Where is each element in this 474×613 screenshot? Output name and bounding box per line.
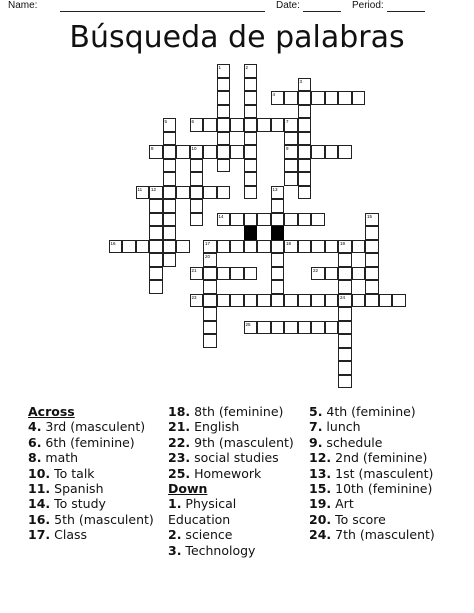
grid-cell[interactable] bbox=[298, 321, 312, 335]
clue-item-number: 12. bbox=[309, 450, 332, 466]
clue-item bbox=[168, 404, 294, 419]
grid-cell[interactable] bbox=[230, 145, 244, 159]
grid-cell[interactable] bbox=[352, 240, 366, 254]
clue-number: 3 bbox=[299, 78, 303, 84]
grid-cell[interactable] bbox=[203, 307, 217, 321]
grid-cell[interactable] bbox=[190, 267, 204, 281]
clues-column-1 bbox=[28, 404, 154, 543]
clue-number: 5 bbox=[164, 119, 168, 124]
clue-item bbox=[28, 466, 154, 481]
clue-item-number: 5. bbox=[309, 404, 323, 419]
grid-cell[interactable] bbox=[352, 267, 366, 281]
black-square bbox=[244, 226, 258, 240]
grid-cell[interactable] bbox=[338, 334, 352, 348]
grid-cell[interactable] bbox=[217, 294, 231, 308]
grid-cell[interactable] bbox=[244, 172, 258, 186]
clue-item-text: 3rd (masculent) bbox=[41, 419, 146, 435]
clue-item-number: 4. bbox=[28, 419, 42, 435]
clue-item-number: 22. bbox=[168, 434, 191, 450]
grid-cell[interactable] bbox=[257, 321, 271, 335]
clue-item-number: 1. bbox=[168, 496, 182, 512]
grid-cell[interactable] bbox=[325, 321, 339, 335]
grid-cell[interactable] bbox=[284, 240, 298, 254]
grid-cell[interactable] bbox=[244, 267, 258, 281]
clue-number: 4 bbox=[272, 92, 276, 97]
grid-cell[interactable] bbox=[217, 240, 231, 254]
clue-section-heading: Down bbox=[168, 481, 208, 497]
clue-number: 12 bbox=[151, 186, 157, 192]
grid-cell[interactable] bbox=[257, 213, 271, 227]
grid-cell[interactable] bbox=[217, 159, 231, 173]
grid-cell[interactable] bbox=[271, 294, 285, 308]
grid-cell[interactable] bbox=[271, 213, 285, 227]
clue-number: 6 bbox=[191, 119, 195, 124]
grid-cell[interactable] bbox=[325, 267, 339, 281]
clue-item bbox=[309, 512, 435, 527]
clue-item bbox=[309, 450, 435, 465]
grid-cell[interactable] bbox=[365, 267, 379, 281]
grid-cell[interactable] bbox=[244, 132, 258, 146]
grid-cell[interactable] bbox=[338, 348, 352, 362]
grid-cell[interactable] bbox=[217, 186, 231, 200]
clue-number: 25 bbox=[245, 321, 251, 327]
grid-cell[interactable] bbox=[298, 118, 312, 132]
clue-item bbox=[28, 419, 154, 434]
clue-number: 24 bbox=[340, 294, 346, 300]
grid-cell[interactable] bbox=[311, 294, 325, 308]
clue-number: 7 bbox=[286, 119, 289, 124]
clue-item bbox=[309, 496, 435, 511]
clue-item bbox=[28, 481, 154, 496]
period-label: Period: bbox=[352, 0, 384, 11]
clue-number: 14 bbox=[218, 213, 224, 219]
grid-cell[interactable] bbox=[217, 78, 231, 92]
grid-cell[interactable] bbox=[311, 240, 325, 254]
clue-item-number: 18. bbox=[168, 404, 191, 419]
clue-item-number: 15. bbox=[309, 481, 332, 497]
clue-item-number: 8. bbox=[28, 450, 42, 466]
clue-item bbox=[309, 404, 435, 419]
grid-cell[interactable] bbox=[338, 307, 352, 321]
grid-cell[interactable] bbox=[298, 78, 312, 92]
grid-cell[interactable] bbox=[163, 253, 177, 267]
name-label: Name: bbox=[8, 0, 38, 11]
grid-cell[interactable] bbox=[190, 118, 204, 132]
clue-item-text: 7th (masculent) bbox=[331, 527, 435, 543]
grid-cell[interactable] bbox=[244, 118, 258, 132]
grid-cell[interactable] bbox=[338, 253, 352, 267]
grid-cell[interactable] bbox=[298, 105, 312, 119]
grid-cell[interactable] bbox=[365, 280, 379, 294]
grid-cell[interactable] bbox=[284, 159, 298, 173]
grid-cell[interactable] bbox=[284, 172, 298, 186]
clue-item bbox=[28, 527, 154, 542]
grid-cell[interactable] bbox=[176, 186, 190, 200]
grid-cell[interactable] bbox=[190, 145, 204, 159]
clue-number: 13 bbox=[272, 186, 278, 192]
clue-item-text: Class bbox=[50, 527, 88, 543]
clue-item-text: Technology bbox=[181, 542, 256, 558]
clue-item-text: Art bbox=[331, 496, 354, 512]
grid-cell[interactable] bbox=[244, 91, 258, 105]
clue-item bbox=[309, 527, 435, 542]
grid-cell[interactable] bbox=[365, 294, 379, 308]
grid-cell[interactable] bbox=[163, 145, 177, 159]
clue-number: 15 bbox=[367, 213, 373, 219]
grid-cell[interactable] bbox=[379, 294, 393, 308]
grid-cell[interactable] bbox=[244, 159, 258, 173]
grid-cell[interactable] bbox=[325, 240, 339, 254]
grid-cell[interactable] bbox=[176, 240, 190, 254]
clue-section-heading: Across bbox=[28, 404, 75, 419]
clue-item bbox=[309, 466, 435, 481]
grid-cell[interactable] bbox=[365, 226, 379, 240]
clue-item bbox=[28, 450, 154, 465]
grid-cell[interactable] bbox=[338, 267, 352, 281]
clue-item-number: 16. bbox=[28, 511, 51, 527]
clue-item-number: 23. bbox=[168, 450, 191, 466]
grid-cell[interactable] bbox=[217, 132, 231, 146]
grid-cell[interactable] bbox=[149, 213, 163, 227]
clue-item bbox=[168, 496, 294, 511]
clue-item bbox=[28, 496, 154, 511]
clue-number: 17 bbox=[205, 240, 211, 246]
grid-cell[interactable] bbox=[338, 145, 352, 159]
grid-cell[interactable] bbox=[203, 253, 217, 267]
grid-cell[interactable] bbox=[203, 294, 217, 308]
grid-cell[interactable] bbox=[298, 240, 312, 254]
grid-cell[interactable] bbox=[244, 240, 258, 254]
grid-cell[interactable] bbox=[271, 186, 285, 200]
clue-number: 20 bbox=[205, 254, 211, 259]
grid-cell[interactable] bbox=[163, 226, 177, 240]
grid-cell[interactable] bbox=[203, 280, 217, 294]
clue-item bbox=[28, 512, 154, 527]
grid-cell[interactable] bbox=[230, 267, 244, 281]
grid-cell[interactable] bbox=[338, 294, 352, 308]
clue-item bbox=[309, 435, 435, 450]
grid-cell[interactable] bbox=[136, 186, 150, 200]
clue-item-number: 3. bbox=[168, 542, 182, 558]
grid-cell[interactable] bbox=[163, 132, 177, 146]
clue-item bbox=[309, 419, 435, 434]
clue-number: 16 bbox=[110, 240, 116, 246]
clue-number: 23 bbox=[191, 294, 197, 300]
clue-number: 8 bbox=[151, 146, 154, 151]
grid-cell[interactable] bbox=[338, 91, 352, 105]
grid-cell[interactable] bbox=[163, 213, 177, 227]
grid-cell[interactable] bbox=[338, 375, 352, 389]
grid-cell[interactable] bbox=[325, 91, 339, 105]
clue-number: 9 bbox=[286, 146, 289, 151]
grid-cell[interactable] bbox=[244, 213, 258, 227]
clue-item-number: 24. bbox=[309, 527, 332, 543]
grid-cell[interactable] bbox=[271, 240, 285, 254]
grid-cell[interactable] bbox=[257, 240, 271, 254]
grid-cell[interactable] bbox=[311, 213, 325, 227]
grid-cell[interactable] bbox=[217, 64, 231, 78]
grid-cell[interactable] bbox=[136, 240, 150, 254]
clue-item-text: lunch bbox=[322, 419, 361, 435]
grid-cell[interactable] bbox=[163, 199, 177, 213]
grid-cell[interactable] bbox=[298, 159, 312, 173]
clue-item-text: 6th (feminine) bbox=[41, 434, 135, 450]
grid-cell[interactable] bbox=[311, 145, 325, 159]
grid-cell[interactable] bbox=[271, 321, 285, 335]
grid-cell[interactable] bbox=[338, 361, 352, 375]
grid-cell[interactable] bbox=[203, 118, 217, 132]
grid-cell[interactable] bbox=[217, 213, 231, 227]
grid-cell[interactable] bbox=[244, 186, 258, 200]
clue-item-number: 14. bbox=[28, 496, 51, 512]
clue-item bbox=[168, 512, 294, 527]
grid-cell[interactable] bbox=[352, 91, 366, 105]
grid-cell[interactable] bbox=[203, 321, 217, 335]
clue-item-number: 6. bbox=[28, 434, 42, 450]
grid-cell[interactable] bbox=[203, 240, 217, 254]
grid-cell[interactable] bbox=[217, 267, 231, 281]
clue-item-text: math bbox=[41, 450, 79, 466]
grid-cell[interactable] bbox=[203, 267, 217, 281]
grid-cell[interactable] bbox=[244, 105, 258, 119]
grid-cell[interactable] bbox=[311, 267, 325, 281]
grid-cell[interactable] bbox=[190, 186, 204, 200]
grid-cell[interactable] bbox=[163, 186, 177, 200]
clue-item bbox=[28, 435, 154, 450]
grid-cell[interactable] bbox=[149, 199, 163, 213]
grid-cell[interactable] bbox=[298, 294, 312, 308]
grid-cell[interactable] bbox=[338, 321, 352, 335]
grid-cell[interactable] bbox=[284, 294, 298, 308]
clue-item-number: 2. bbox=[168, 527, 182, 543]
clue-item-text: To study bbox=[50, 496, 106, 512]
grid-cell[interactable] bbox=[392, 294, 406, 308]
grid-cell[interactable] bbox=[298, 132, 312, 146]
clue-item-text: Physical bbox=[181, 496, 237, 512]
grid-cell[interactable] bbox=[149, 186, 163, 200]
clue-item-number: 25. bbox=[168, 465, 191, 481]
grid-cell[interactable] bbox=[149, 280, 163, 294]
clue-item-number: 13. bbox=[309, 465, 332, 481]
grid-cell[interactable] bbox=[109, 240, 123, 254]
grid-cell[interactable] bbox=[365, 213, 379, 227]
grid-cell[interactable] bbox=[122, 240, 136, 254]
grid-cell[interactable] bbox=[271, 267, 285, 281]
grid-cell[interactable] bbox=[149, 240, 163, 254]
grid-cell[interactable] bbox=[298, 145, 312, 159]
clue-item-text: Homework bbox=[190, 465, 262, 481]
grid-cell[interactable] bbox=[190, 159, 204, 173]
clue-item bbox=[168, 419, 294, 434]
grid-cell[interactable] bbox=[230, 240, 244, 254]
clue-item-number: 21. bbox=[168, 419, 191, 435]
grid-cell[interactable] bbox=[284, 118, 298, 132]
grid-cell[interactable] bbox=[365, 253, 379, 267]
grid-cell[interactable] bbox=[311, 91, 325, 105]
grid-cell[interactable] bbox=[244, 321, 258, 335]
grid-cell[interactable] bbox=[230, 294, 244, 308]
grid-cell[interactable] bbox=[271, 199, 285, 213]
date-label: Date: bbox=[276, 0, 300, 11]
clue-number: 11 bbox=[137, 186, 143, 192]
grid-cell[interactable] bbox=[217, 118, 231, 132]
grid-cell[interactable] bbox=[244, 294, 258, 308]
grid-cell[interactable] bbox=[352, 294, 366, 308]
grid-cell[interactable] bbox=[271, 280, 285, 294]
grid-cell[interactable] bbox=[244, 64, 258, 78]
grid-cell[interactable] bbox=[190, 199, 204, 213]
clue-item bbox=[168, 543, 294, 558]
clue-item-text: 8th (feminine) bbox=[190, 404, 284, 419]
grid-cell[interactable] bbox=[203, 334, 217, 348]
clue-item-text: To talk bbox=[50, 465, 95, 481]
grid-cell[interactable] bbox=[163, 172, 177, 186]
grid-cell[interactable] bbox=[190, 172, 204, 186]
clue-item-text: science bbox=[181, 527, 233, 543]
grid-cell[interactable] bbox=[190, 213, 204, 227]
grid-cell[interactable] bbox=[149, 267, 163, 281]
clue-item-text: 4th (feminine) bbox=[322, 404, 416, 419]
clue-item-text: 1st (masculent) bbox=[331, 465, 434, 481]
clue-item-text: To score bbox=[331, 511, 386, 527]
clue-item bbox=[168, 435, 294, 450]
clue-number: 21 bbox=[191, 267, 197, 273]
clue-number: 10 bbox=[191, 146, 197, 151]
grid-cell[interactable] bbox=[284, 145, 298, 159]
grid-cell[interactable] bbox=[203, 145, 217, 159]
grid-cell[interactable] bbox=[230, 118, 244, 132]
clue-item-text: English bbox=[190, 419, 240, 435]
grid-cell[interactable] bbox=[217, 145, 231, 159]
clue-item-text: 2nd (feminine) bbox=[331, 450, 428, 466]
clues-column-2 bbox=[168, 404, 294, 558]
grid-cell[interactable] bbox=[311, 321, 325, 335]
grid-cell[interactable] bbox=[284, 132, 298, 146]
clue-item-number: 20. bbox=[309, 511, 332, 527]
clue-item-text: 5th (masculent) bbox=[50, 511, 154, 527]
grid-cell[interactable] bbox=[298, 186, 312, 200]
clue-item bbox=[168, 450, 294, 465]
grid-cell[interactable] bbox=[163, 159, 177, 173]
grid-cell[interactable] bbox=[325, 294, 339, 308]
clue-number: 19 bbox=[340, 240, 346, 246]
grid-cell[interactable] bbox=[149, 226, 163, 240]
grid-cell[interactable] bbox=[217, 91, 231, 105]
grid-cell[interactable] bbox=[298, 213, 312, 227]
clue-item bbox=[309, 481, 435, 496]
clue-item bbox=[168, 466, 294, 481]
clue-item-number: 9. bbox=[309, 434, 323, 450]
page-title: Búsqueda de palabras bbox=[69, 20, 405, 55]
clue-number: 2 bbox=[245, 65, 249, 70]
clue-item-number: 19. bbox=[309, 496, 332, 512]
grid-cell[interactable] bbox=[190, 294, 204, 308]
clue-item-text: Education bbox=[168, 511, 231, 527]
grid-cell[interactable] bbox=[163, 240, 177, 254]
grid-cell[interactable] bbox=[271, 253, 285, 267]
grid-cell[interactable] bbox=[176, 145, 190, 159]
grid-cell[interactable] bbox=[244, 145, 258, 159]
clue-item-text: 9th (masculent) bbox=[190, 434, 294, 450]
black-square bbox=[271, 226, 285, 240]
grid-cell[interactable] bbox=[149, 145, 163, 159]
grid-cell[interactable] bbox=[149, 253, 163, 267]
grid-cell[interactable] bbox=[298, 172, 312, 186]
grid-cell[interactable] bbox=[298, 91, 312, 105]
clue-item-number: 7. bbox=[309, 419, 323, 435]
grid-cell[interactable] bbox=[325, 145, 339, 159]
grid-cell[interactable] bbox=[284, 321, 298, 335]
clues-column-3 bbox=[309, 404, 435, 543]
clue-item-number: 11. bbox=[28, 481, 51, 497]
clue-number: 18 bbox=[286, 240, 292, 246]
clue-item-number: 17. bbox=[28, 527, 51, 543]
grid-cell[interactable] bbox=[284, 91, 298, 105]
grid-cell[interactable] bbox=[271, 91, 285, 105]
grid-cell[interactable] bbox=[163, 118, 177, 132]
clue-item bbox=[168, 527, 294, 542]
clue-item-text: 10th (feminine) bbox=[331, 481, 433, 497]
grid-cell[interactable] bbox=[271, 118, 285, 132]
grid-cell[interactable] bbox=[257, 118, 271, 132]
clue-number: 22 bbox=[313, 267, 319, 273]
clue-number: 1 bbox=[218, 65, 222, 70]
clue-item-number: 10. bbox=[28, 465, 51, 481]
grid-cell[interactable] bbox=[203, 186, 217, 200]
grid-cell[interactable] bbox=[230, 213, 244, 227]
grid-cell[interactable] bbox=[244, 78, 258, 92]
grid-cell[interactable] bbox=[338, 280, 352, 294]
clue-item-text: social studies bbox=[190, 450, 279, 466]
clue-item-text: schedule bbox=[322, 434, 383, 450]
grid-cell[interactable] bbox=[257, 294, 271, 308]
grid-cell[interactable] bbox=[338, 240, 352, 254]
grid-cell[interactable] bbox=[217, 105, 231, 119]
grid-cell[interactable] bbox=[284, 213, 298, 227]
grid-cell[interactable] bbox=[365, 240, 379, 254]
clue-item-text: Spanish bbox=[50, 481, 104, 497]
